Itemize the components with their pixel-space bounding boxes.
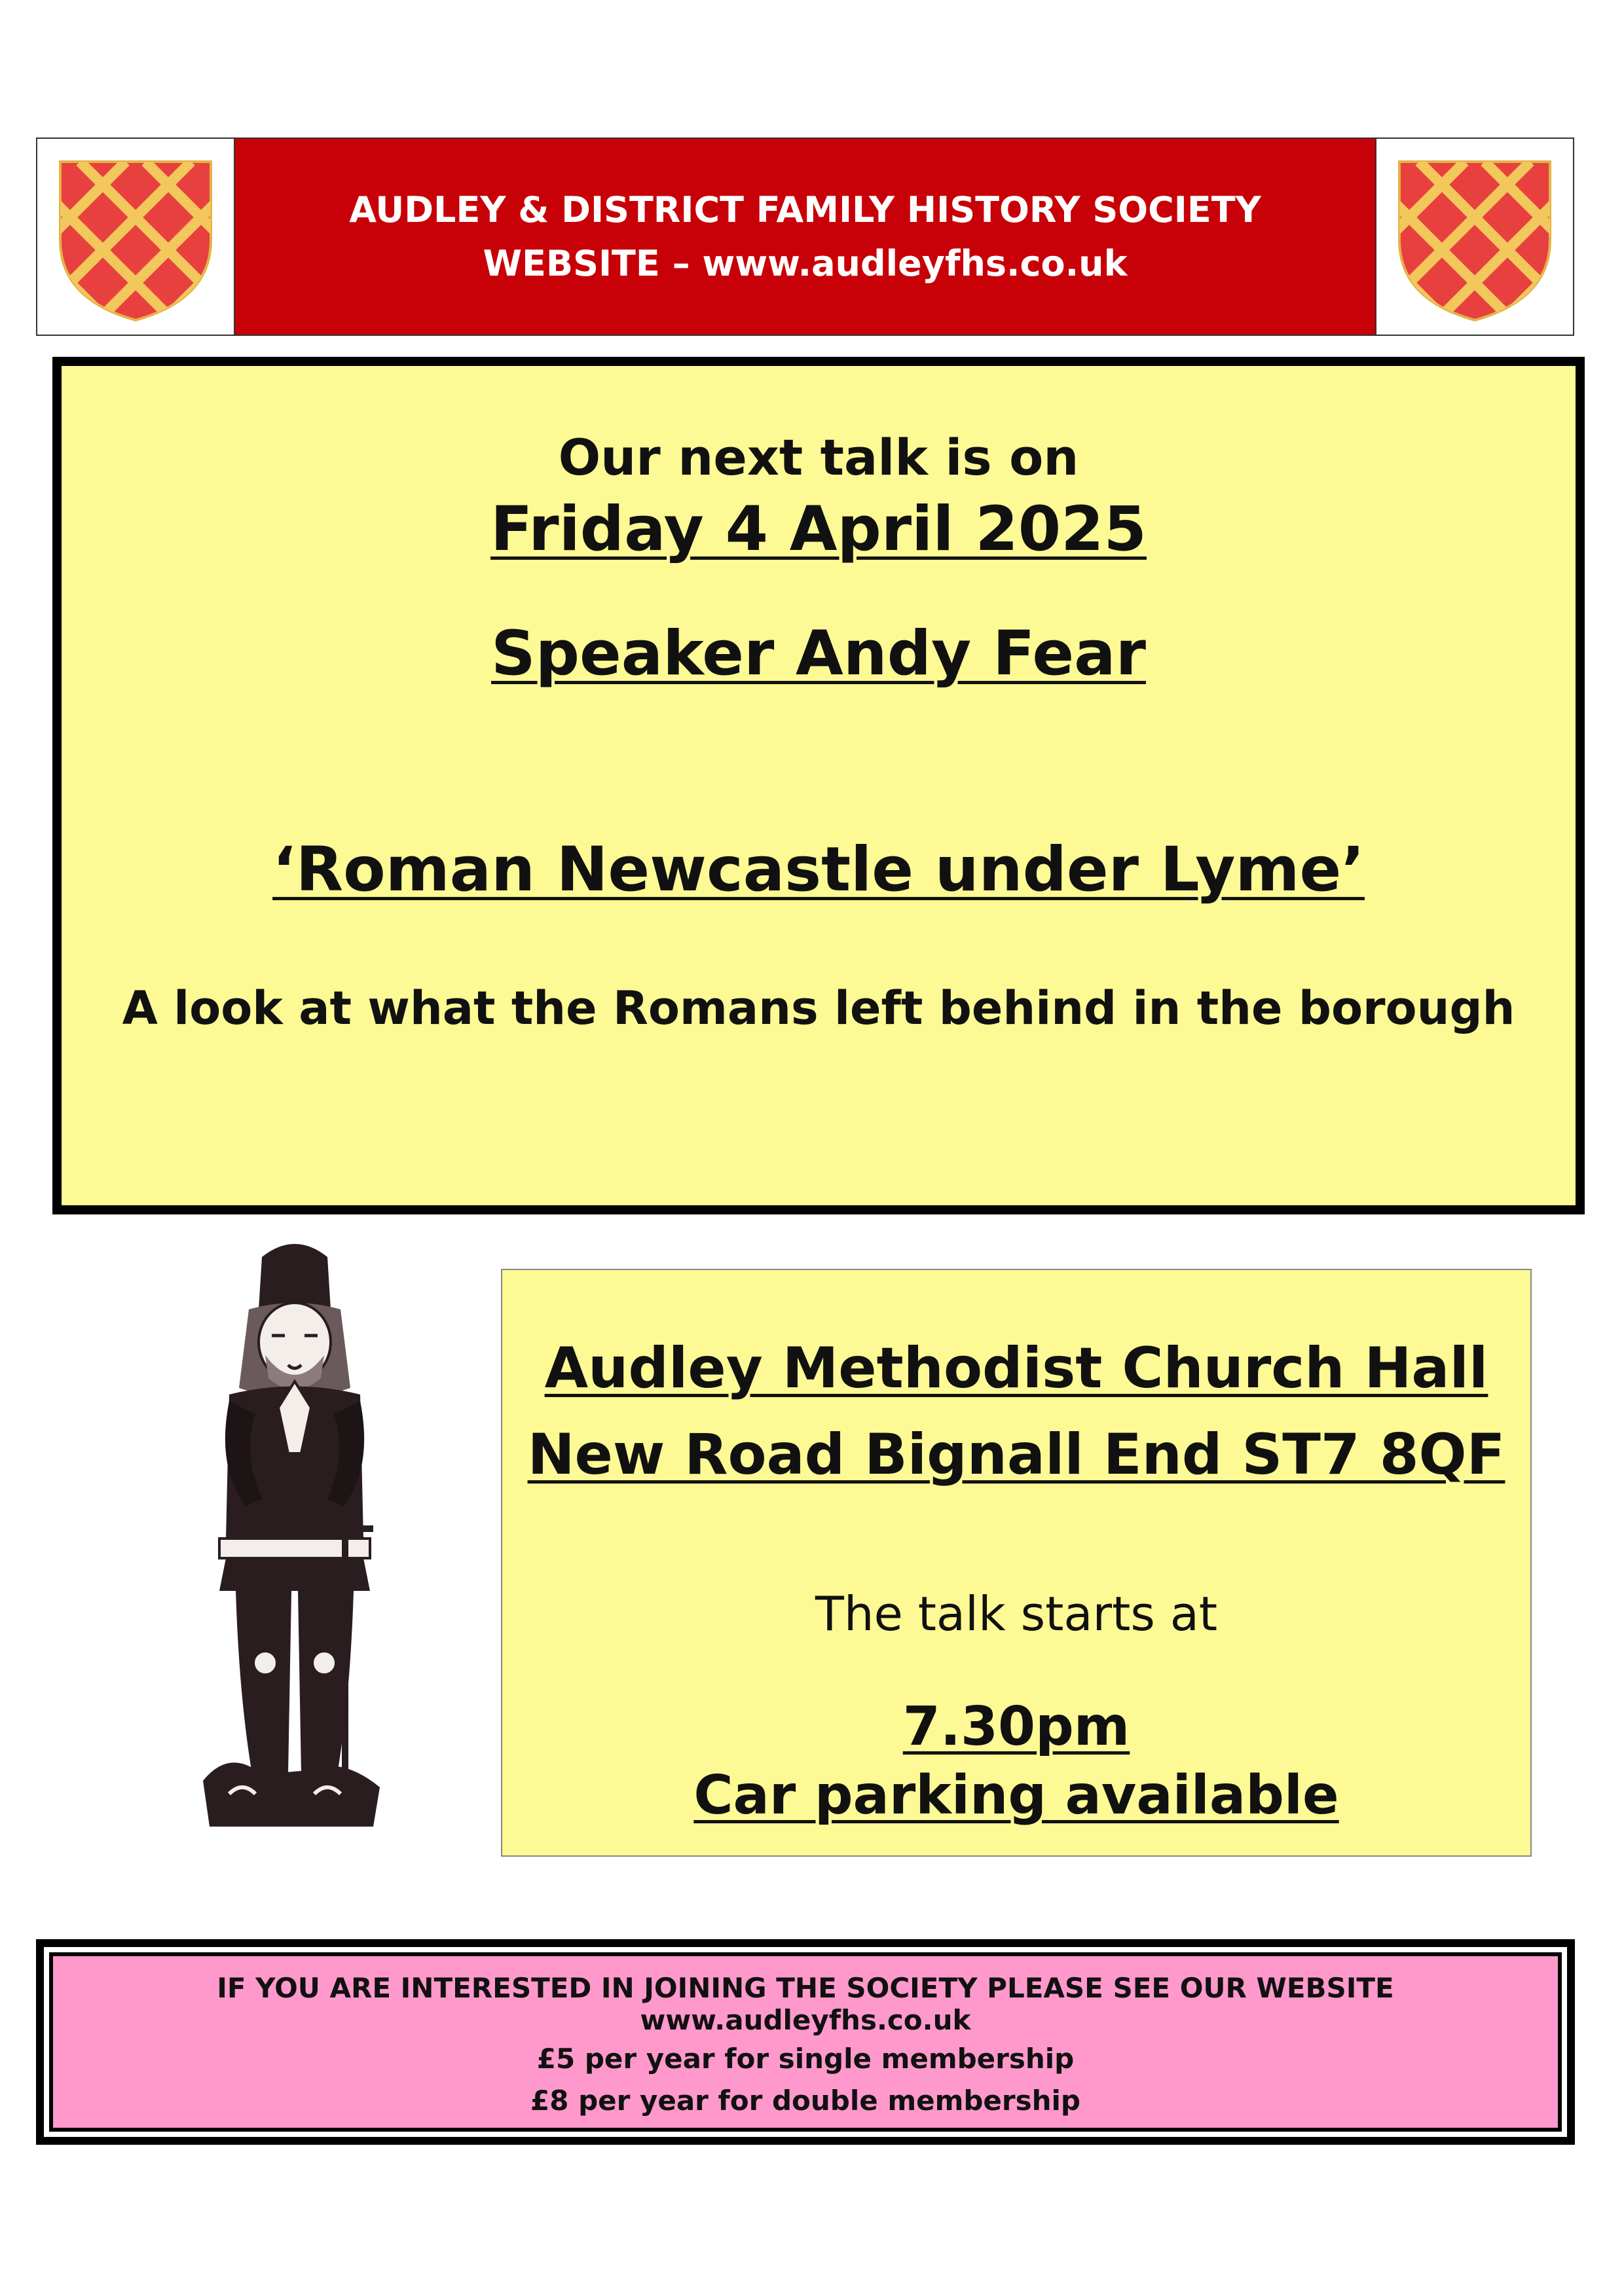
start-time-text: 7.30pm <box>902 1696 1130 1758</box>
talk-title <box>62 834 1576 905</box>
venue-name-text: Audley Methodist Church Hall <box>544 1336 1488 1401</box>
parking-note-text: Car parking available <box>693 1764 1339 1827</box>
venue-name <box>502 1336 1530 1401</box>
talk-intro: Our next talk is on <box>558 428 1079 486</box>
talk-speaker-text: Speaker Andy Fear <box>491 618 1146 689</box>
talk-date <box>62 494 1576 565</box>
heraldic-shield-icon <box>1393 149 1557 325</box>
talk-description: A look at what the Romans left behind in the borough <box>122 981 1515 1035</box>
membership-box <box>36 1939 1575 2145</box>
single-membership-price: £5 per year for single membership <box>536 2043 1075 2075</box>
website-line: WEBSITE – www.audleyfhs.co.uk <box>483 242 1128 284</box>
talk-date-text: Friday 4 April 2025 <box>490 494 1147 565</box>
double-membership-price: £8 per year for double membership <box>530 2085 1080 2117</box>
join-text: IF YOU ARE INTERESTED IN JOINING THE SOCIETY PLEASE SEE OUR WEBSITE www.audleyfhs.co.uk <box>217 1972 1394 2036</box>
talk-speaker <box>62 618 1576 689</box>
left-crest-cell <box>37 139 235 335</box>
start-time <box>502 1696 1530 1758</box>
society-name: AUDLEY & DISTRICT FAMILY HISTORY SOCIETY <box>349 189 1261 230</box>
talk-title-text: ‘Roman Newcastle under Lyme’ <box>272 834 1365 905</box>
parking-note <box>502 1764 1530 1827</box>
start-label: The talk starts at <box>815 1586 1218 1641</box>
right-crest-cell <box>1375 139 1573 335</box>
talk-announcement-box <box>52 357 1585 1214</box>
heraldic-shield-icon <box>54 149 217 325</box>
membership-inner <box>49 1952 1562 2132</box>
venue-address <box>502 1422 1530 1487</box>
knight-brass-icon <box>190 1237 399 1833</box>
header-banner <box>36 137 1574 336</box>
society-title <box>235 139 1375 335</box>
venue-box <box>501 1269 1532 1857</box>
venue-address-text: New Road Bignall End ST7 8QF <box>527 1422 1505 1487</box>
